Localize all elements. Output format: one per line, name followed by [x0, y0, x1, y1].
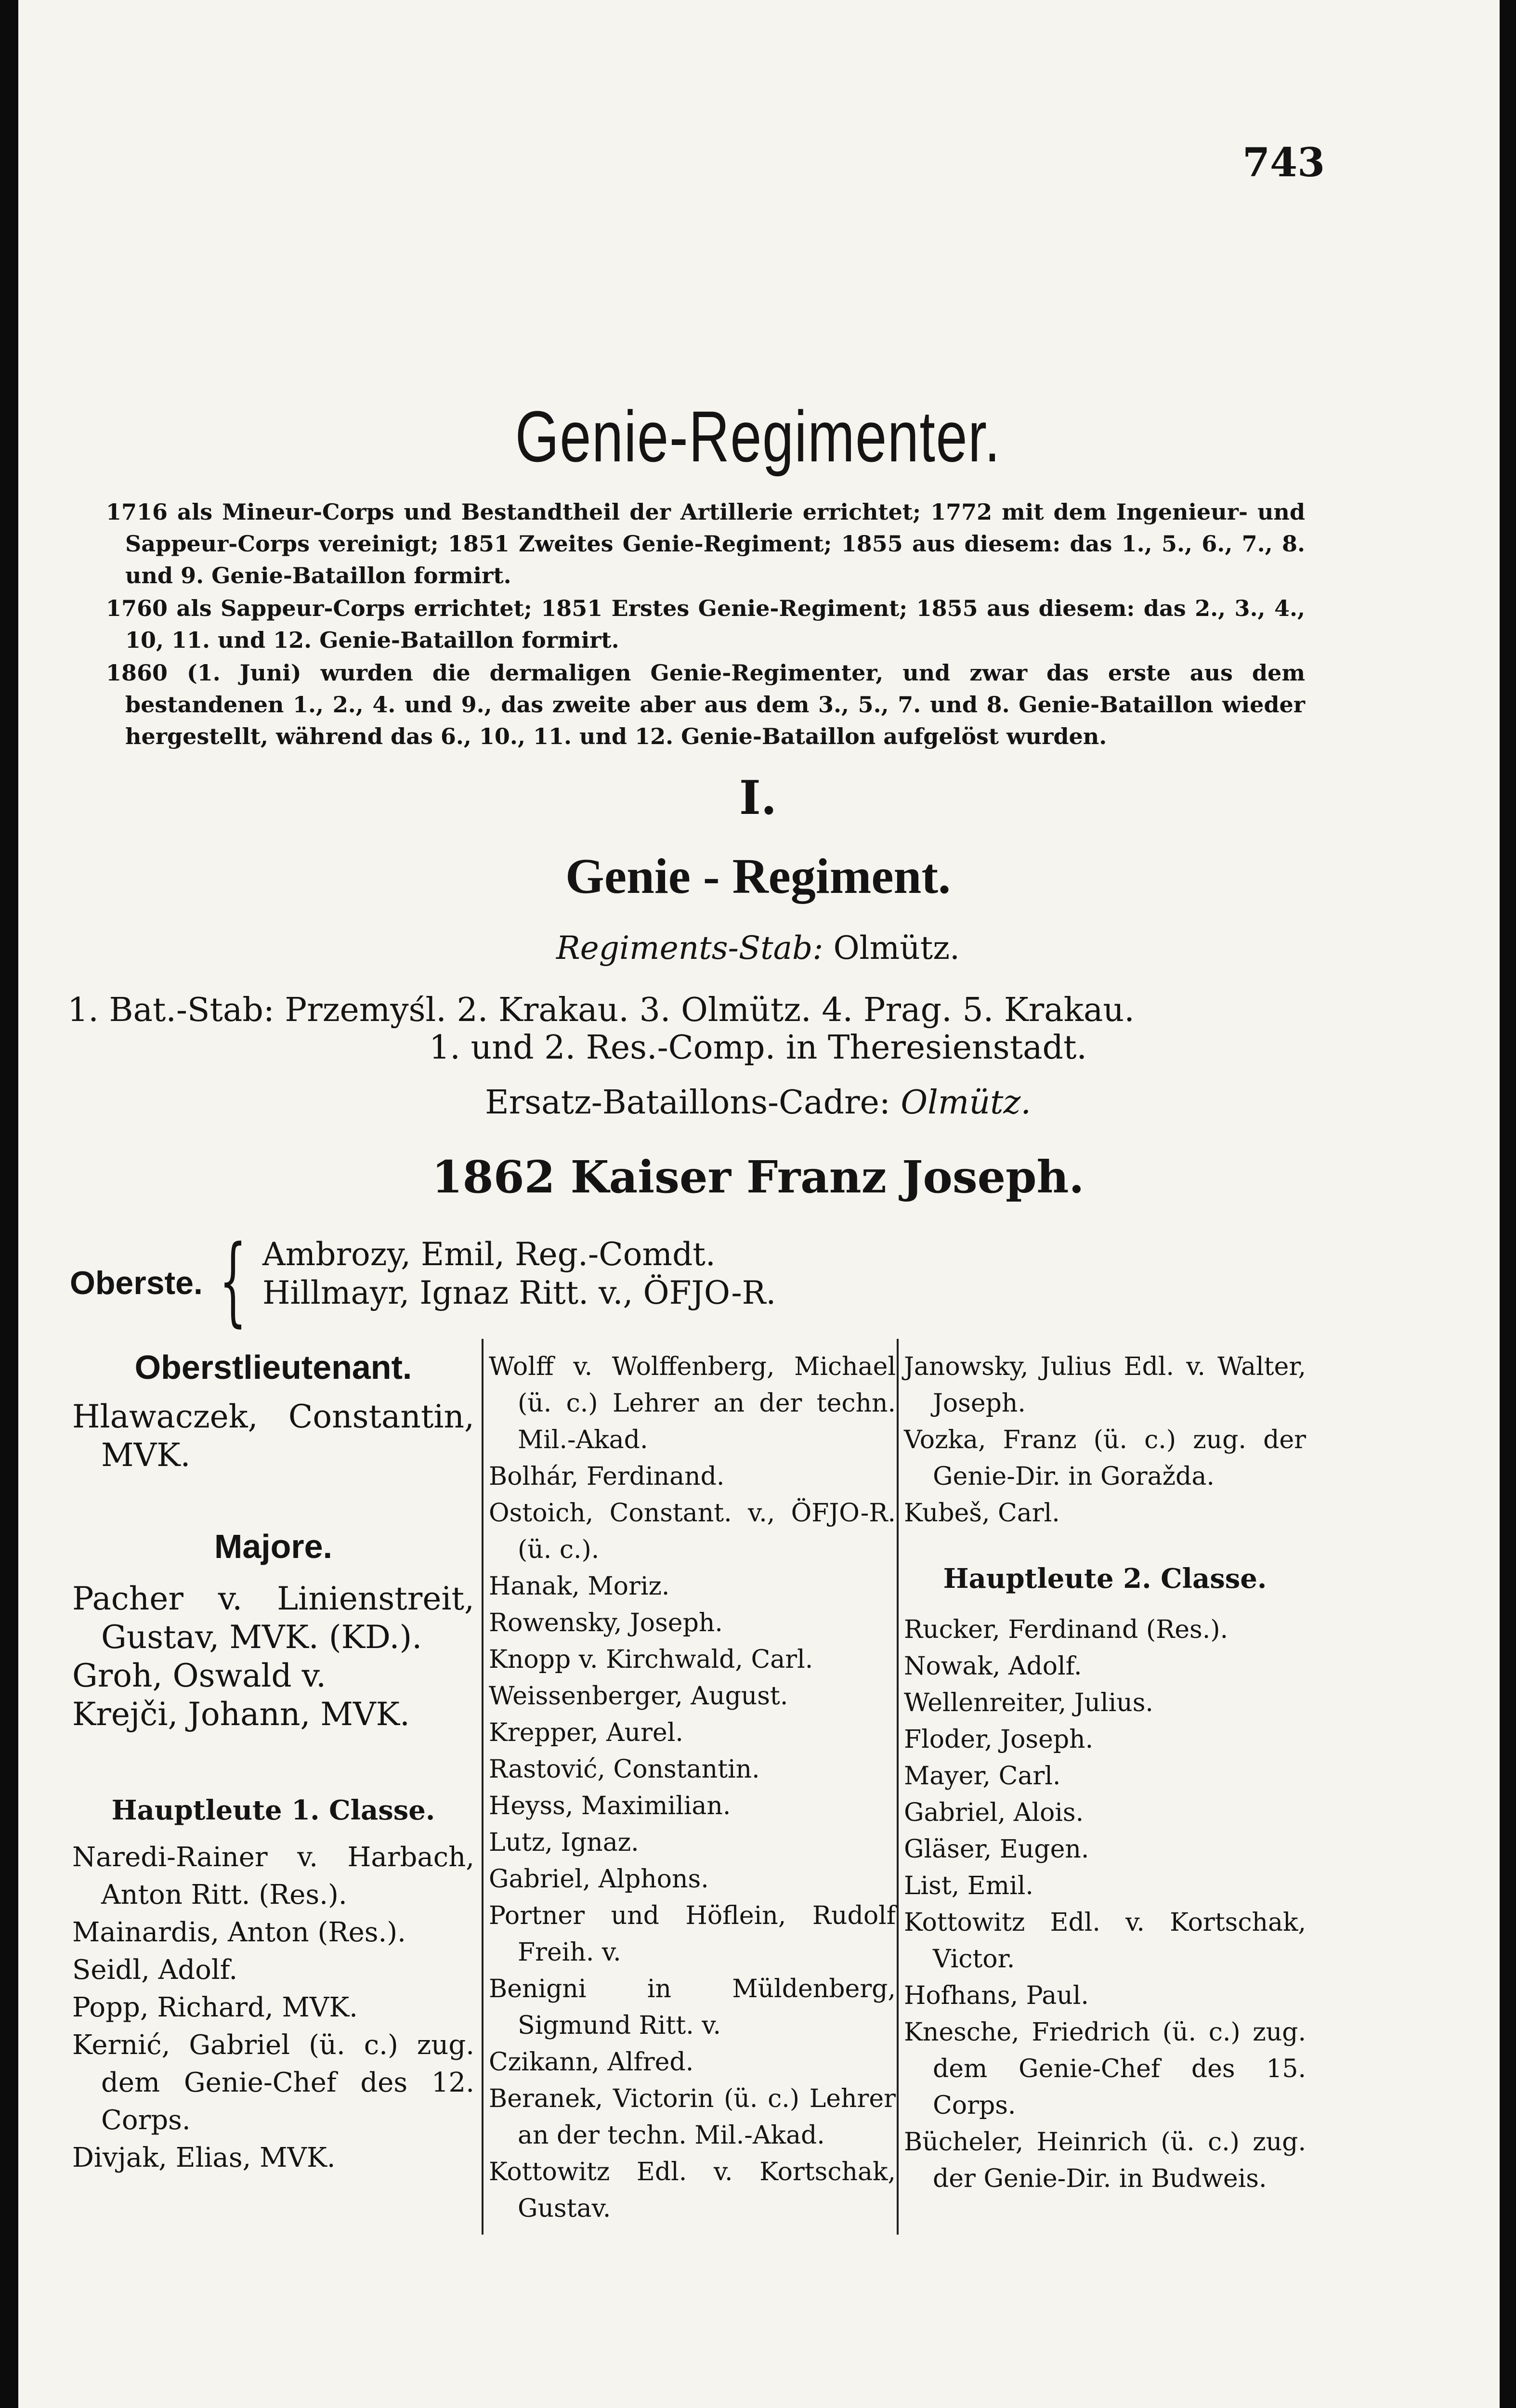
column-1 — [72, 1348, 474, 2177]
list-item: Czikann, Alfred. — [489, 2048, 694, 2077]
ersatz-place: Olmütz. — [901, 1084, 1031, 1122]
reserve-companies: 1. und 2. Res.-Comp. in Theresienstadt. — [429, 1029, 1087, 1067]
ersatz-label: Ersatz-Bataillons-Cadre: — [485, 1084, 890, 1122]
list-item: Hlawaczek, Constantin, MVK. — [72, 1398, 474, 1474]
list-item: Knopp v. Kirchwald, Carl. — [489, 1645, 813, 1674]
history-paragraph: 1716 als Mineur-Corps und Bestandtheil der Artillerie errichtet; 1772 mit dem Ingenieur- und Sappeur-Corps vereinigt; 1851 Zweites Genie-Regiment; 1855 aus diesem: das 1., 5., 6., 7., 8. und 9. Genie-Bataillon formirt. — [106, 499, 1305, 589]
list-item: Bolhár, Ferdinand. — [489, 1462, 725, 1491]
list-item: Knesche, Friedrich (ü. c.) zug. dem Genie-Chef des 15. Corps. — [904, 2018, 1306, 2120]
heading-majore: Majore. — [214, 1528, 333, 1565]
ersatz-cadre — [0, 1084, 1516, 1122]
stab-place: Olmütz. — [833, 929, 960, 967]
list-item: List, Emil. — [904, 1871, 1033, 1900]
list-item: Benigni in Müldenberg, Sigmund Ritt. v. — [489, 1975, 896, 2040]
heading-oberstlieutenant: Oberstlieutenant. — [134, 1348, 412, 1386]
list-item: Gläser, Eugen. — [904, 1835, 1089, 1864]
scan-border-left — [0, 0, 18, 2408]
list-item: Hanak, Moriz. — [489, 1572, 670, 1601]
list-item: Naredi-Rainer v. Harbach, Anton Ritt. (Res.). — [72, 1842, 474, 1911]
heading-hauptleute-2: Hauptleute 2. Classe. — [943, 1563, 1267, 1595]
column-rule — [482, 1339, 484, 2235]
list-item: Wolff v. Wolffenberg, Michael (ü. c.) Lehrer an der techn. Mil.-Akad. — [489, 1352, 896, 1454]
list-item: Beranek, Victorin (ü. c.) Lehrer an der techn. Mil.-Akad. — [489, 2084, 896, 2150]
list-item: Portner und Höflein, Rudolf Freih. v. — [489, 1901, 896, 1967]
page-number: 743 — [1242, 140, 1325, 186]
list-item: Weissenberger, August. — [489, 1682, 788, 1711]
list-item: Heyss, Maximilian. — [489, 1792, 731, 1820]
battalion-staffs: 1. Bat.-Stab: Przemyśl. 2. Krakau. 3. Olmütz. 4. Prag. 5. Krakau. — [67, 991, 1135, 1029]
list-item: Popp, Richard, MVK. — [72, 1992, 358, 2023]
brace-glyph: { — [219, 1225, 247, 1337]
list-item: Pacher v. Linienstreit, Gustav, MVK. (KD.). — [72, 1580, 474, 1656]
heading-hauptleute-1: Hauptleute 1. Classe. — [111, 1794, 435, 1826]
list-item: Rowensky, Joseph. — [489, 1609, 723, 1637]
list-item: Hofhans, Paul. — [904, 1981, 1089, 2010]
list-item: Divjak, Elias, MVK. — [72, 2142, 336, 2173]
list-item: Floder, Joseph. — [904, 1725, 1094, 1754]
list-item: Gabriel, Alois. — [904, 1798, 1084, 1827]
list-item: Vozka, Franz (ü. c.) zug. der Genie-Dir. in Goražda. — [904, 1426, 1306, 1491]
list-item: Wellenreiter, Julius. — [904, 1688, 1153, 1717]
list-item: Kottowitz Edl. v. Kortschak, Victor. — [904, 1908, 1306, 1974]
column-3 — [904, 1348, 1306, 2197]
regiment-number: I. — [739, 771, 777, 825]
column-2 — [489, 1348, 896, 2227]
history-section — [72, 496, 1305, 753]
scan-border-right — [1500, 0, 1516, 2408]
list-item: Krepper, Aurel. — [489, 1718, 683, 1747]
regiments-stab — [0, 929, 1516, 967]
list-item: Seidl, Adolf. — [72, 1954, 238, 1986]
oberst-entry: Ambrozy, Emil, Reg.-Comdt. — [262, 1236, 716, 1273]
list-item: Rastović, Constantin. — [489, 1755, 760, 1784]
page-title: Genie-Regimenter. — [515, 396, 1001, 477]
stab-label: Regiments-Stab: — [556, 929, 823, 967]
list-item: Kubeš, Carl. — [904, 1499, 1060, 1528]
list-item: Kernić, Gabriel (ü. c.) zug. dem Genie-Chef des 12. Corps. — [72, 2029, 474, 2136]
oberste-label: Oberste. — [70, 1265, 203, 1301]
list-item: Mayer, Carl. — [904, 1762, 1061, 1791]
history-paragraph: 1760 als Sappeur-Corps errichtet; 1851 Erstes Genie-Regiment; 1855 aus diesem: das 2., 3., 4., 10, 11. und 12. Genie-Bataillon formirt. — [106, 595, 1305, 653]
list-item: Rucker, Ferdinand (Res.). — [904, 1615, 1228, 1644]
list-item: Krejči, Johann, MVK. — [72, 1696, 410, 1733]
regiment-inhaber: 1862 Kaiser Franz Joseph. — [431, 1151, 1085, 1203]
column-rule — [897, 1339, 899, 2235]
list-item: Groh, Oswald v. — [72, 1657, 327, 1694]
list-item: Kottowitz Edl. v. Kortschak, Gustav. — [489, 2158, 896, 2223]
regiment-title: Genie - Regiment. — [565, 849, 951, 904]
list-item: Ostoich, Constant. v., ÖFJO-R. (ü. c.). — [489, 1499, 896, 1564]
list-item: Bücheler, Heinrich (ü. c.) zug. der Genie-Dir. in Budweis. — [904, 2128, 1306, 2193]
list-item: Lutz, Ignaz. — [489, 1828, 639, 1857]
history-paragraph: 1860 (1. Juni) wurden die dermaligen Genie-Regimenter, und zwar das erste aus dem bestandenen 1., 2., 4. und 9., das zweite aber aus dem 3., 5., 7. und 8. Genie-Bataillon wieder hergestellt, während das 6., 10., 11. und 12. Genie-Bataillon aufgelöst wurden. — [106, 660, 1305, 749]
list-item: Mainardis, Anton (Res.). — [72, 1917, 406, 1948]
oberste-list — [262, 1235, 776, 1312]
list-item: Nowak, Adolf. — [904, 1652, 1082, 1681]
list-item: Gabriel, Alphons. — [489, 1865, 709, 1894]
list-item: Janowsky, Julius Edl. v. Walter, Joseph. — [904, 1352, 1306, 1418]
oberst-entry: Hillmayr, Ignaz Ritt. v., ÖFJO-R. — [262, 1274, 776, 1311]
